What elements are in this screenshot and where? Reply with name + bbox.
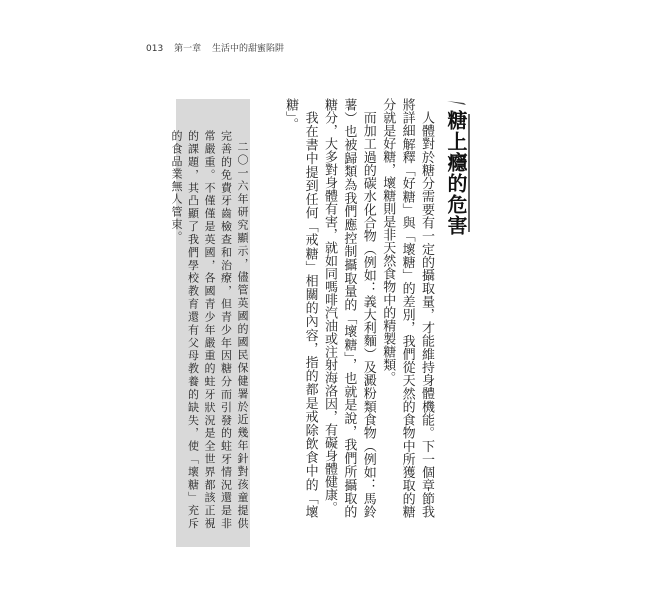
page-number: 013 — [146, 44, 164, 54]
body-paragraph-1: 人體對於糖分需要有一定的攝取量，才能維持身體機能。下一個章節我將詳細解釋「好糖」與「壞糖」的差別，我們從天然的食物中所獲取的糖分就是好糖，壞糖則是非天然食物中的精製糖類。 — [380, 98, 434, 518]
note-text — [170, 130, 250, 530]
running-header — [146, 41, 292, 54]
note-paragraph: 二〇一六年研究顯示，儘管英國的國民保健署於近幾年針對孩童提供完善的免費牙齒檢查和治療，但青少年因糖分而引發的蛀牙情況還是非常嚴重。不僅僅是英國，各國青少年嚴重的蛀牙狀況是全世界都該正視的課題，其凸顯了我們學校教育還有父母教養的缺失，使「壞糖」充斥的食品業無人管束。 — [170, 130, 249, 530]
section-heading — [440, 100, 474, 250]
body-paragraph-2: 而加工過的碳水化合物（例如：義大利麵）及澱粉類食物（例如：馬鈴薯）也被歸類為我們應控制攝取量的「壞糖」，也就是說，我們所攝取的糖分，大多對身體有害，就如同嗎啡汽油或注射海洛因，有礙身體健康。 — [321, 98, 376, 518]
section-title: 糖上癮的危害 — [444, 110, 468, 236]
chapter-title: 生活中的甜蜜陷阱 — [211, 44, 284, 54]
body-text — [260, 98, 436, 518]
pen-mark-icon — [446, 100, 468, 106]
body-paragraph-3: 我在書中提到任何「戒糖」相關的內容，指的都是戒除飲食中的「壞糖」。 — [283, 98, 318, 518]
chapter-label: 第一章 — [174, 44, 202, 54]
